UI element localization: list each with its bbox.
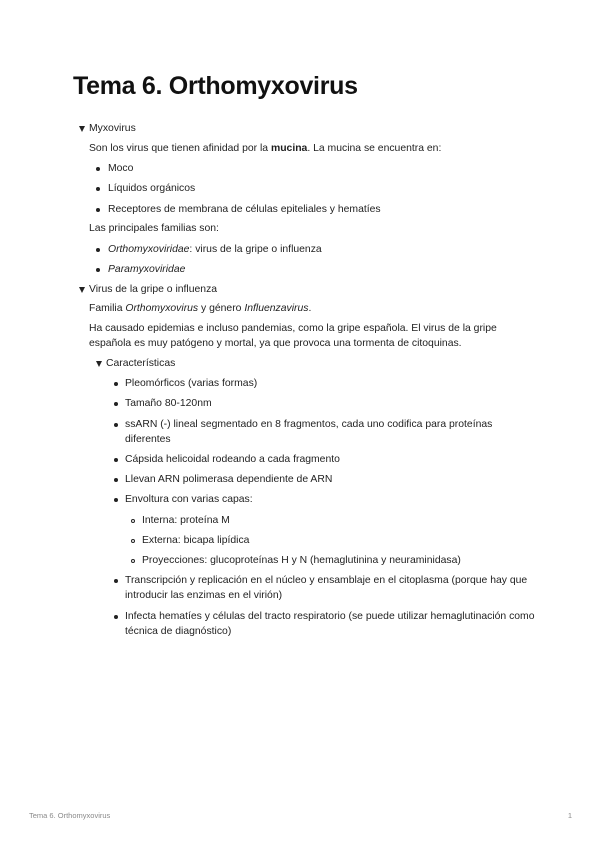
list-item: Tamaño 80-120nm [125, 398, 212, 409]
bullet-circle-icon [131, 559, 135, 563]
bullet-dot-icon [114, 478, 118, 482]
toggle-arrow-icon[interactable] [79, 287, 85, 293]
family-italic: Orthomyxovirus [125, 303, 199, 314]
bullet-dot-icon [114, 402, 118, 406]
influenza-family [89, 301, 311, 316]
families-intro: Las principales familias son: [89, 223, 219, 234]
intro-text-end: . La mucina se encuentra en: [307, 143, 442, 154]
genus-italic: Influenzavirus [244, 303, 309, 314]
bullet-dot-icon [114, 458, 118, 462]
bullet-dot-icon [114, 498, 118, 502]
list-item: Receptores de membrana de células epiteliales y hematíes [108, 204, 381, 215]
bullet-dot-icon [114, 423, 118, 427]
footer-title: Tema 6. Orthomyxovirus [29, 811, 111, 820]
influenza-paragraph: Ha causado epidemias e incluso pandemias, como la gripe española. El virus de la gripe española es muy patógeno y mortal, ya que provoca una tormenta de citoquinas. [89, 323, 497, 349]
bullet-circle-icon [131, 519, 135, 523]
bullet-dot-icon [96, 208, 100, 212]
intro-bold: mucina [270, 143, 308, 154]
list-item: Moco [108, 163, 134, 174]
toggle-arrow-icon[interactable] [96, 361, 102, 367]
list-item: Líquidos orgánicos [108, 183, 196, 194]
sub-list-item: Externa: bicapa lipídica [142, 535, 250, 546]
family-name: Orthomyxoviridae [108, 244, 190, 255]
bullet-dot-icon [96, 187, 100, 191]
toggle-arrow-icon[interactable] [79, 126, 85, 132]
intro-text: Son los virus que tienen afinidad por la [89, 143, 271, 154]
toggle-caracteristicas[interactable]: Características [106, 358, 176, 369]
toggle-myxovirus[interactable]: Myxovirus [89, 123, 136, 134]
bullet-dot-icon [96, 167, 100, 171]
sub-list-item: Interna: proteína M [142, 515, 230, 526]
bullet-dot-icon [114, 579, 118, 583]
family-name: Paramyxoviridae [108, 264, 186, 275]
list-item: ssARN (-) lineal segmentado en 8 fragmentos, cada uno codifica para proteínas diferentes [125, 419, 493, 445]
bullet-dot-icon [96, 248, 100, 252]
list-item: Llevan ARN polimerasa dependiente de ARN [125, 474, 333, 485]
family-text-end: . [308, 303, 312, 314]
list-item: Cápsida helicoidal rodeando a cada fragmento [125, 454, 340, 465]
list-item: Infecta hematíes y células del tracto respiratorio (se puede utilizar hemaglutinación como técnica de diagnóstico) [125, 611, 535, 637]
list-item: Transcripción y replicación en el núcleo y ensamblaje en el citoplasma (porque hay que introducir las enzimas en el virión) [125, 575, 528, 601]
bullet-dot-icon [114, 382, 118, 386]
family-desc: : virus de la gripe o influenza [189, 244, 322, 255]
page-title: Tema 6. Orthomyxovirus [73, 72, 358, 100]
list-item [108, 242, 322, 257]
list-item [108, 262, 185, 277]
footer-page-number: 1 [567, 811, 572, 820]
list-item: Envoltura con varias capas: [125, 494, 253, 505]
myxovirus-intro [89, 141, 441, 156]
list-item: Pleomórficos (varias formas) [125, 378, 258, 389]
family-text-mid: y género [198, 303, 245, 314]
family-text: Familia [89, 303, 126, 314]
bullet-dot-icon [114, 615, 118, 619]
toggle-influenza[interactable]: Virus de la gripe o influenza [89, 284, 218, 295]
sub-list-item: Proyecciones: glucoproteínas H y N (hemaglutinina y neuraminidasa) [142, 555, 461, 566]
bullet-dot-icon [96, 268, 100, 272]
bullet-circle-icon [131, 539, 135, 543]
